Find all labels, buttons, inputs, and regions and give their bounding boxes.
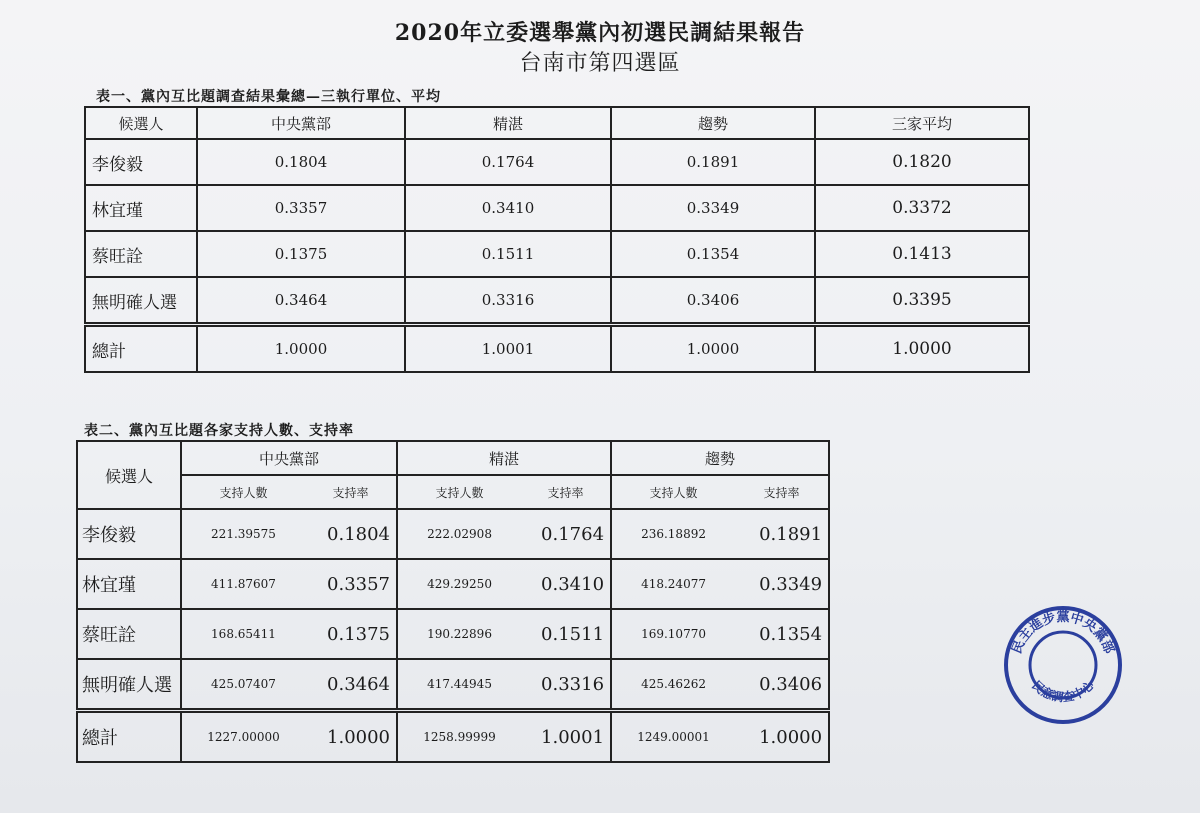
table-cell: 0.1804 [197, 139, 405, 185]
total-cell: 1.0000 [611, 325, 815, 373]
candidate-name: 李俊毅 [77, 509, 181, 559]
table2-sub-header: 支持率 [305, 475, 397, 509]
candidate-name: 李俊毅 [85, 139, 197, 185]
support-count: 190.22896 [397, 609, 521, 659]
table-cell: 0.3316 [405, 277, 611, 325]
table2-total-row [77, 711, 829, 763]
total-count: 1258.99999 [397, 711, 521, 763]
seal-outer-text: 民主進步黨中央黨部 [1009, 610, 1117, 656]
support-rate: 0.3316 [521, 659, 611, 711]
table-row [85, 185, 1029, 231]
average-cell: 0.1413 [815, 231, 1029, 277]
report-subtitle: 台南市第四選區 [519, 51, 681, 76]
table-row [77, 559, 829, 609]
support-rate: 0.3464 [305, 659, 397, 711]
svg-text:民意調查中心 [1029, 677, 1097, 705]
support-rate: 0.3357 [305, 559, 397, 609]
support-count: 429.29250 [397, 559, 521, 609]
seal-graphic [1002, 604, 1124, 726]
support-count: 417.44945 [397, 659, 521, 711]
total-cell: 1.0000 [815, 325, 1029, 373]
table-row [77, 509, 829, 559]
table1-header: 趨勢 [611, 107, 815, 139]
table1-header: 中央黨部 [197, 107, 405, 139]
table1-header-row [85, 107, 1029, 139]
table2-sub-header: 支持率 [521, 475, 611, 509]
support-rate: 0.1375 [305, 609, 397, 659]
official-seal [1002, 604, 1124, 726]
total-rate: 1.0000 [735, 711, 829, 763]
table1-caption: 表一、黨內互比題調查結果彙總—三執行單位、平均 [96, 89, 441, 105]
support-count: 221.39575 [181, 509, 305, 559]
support-count: 425.07407 [181, 659, 305, 711]
table-cell: 0.3349 [611, 185, 815, 231]
support-rate: 0.1511 [521, 609, 611, 659]
summary-table [84, 106, 1030, 373]
average-cell: 0.3372 [815, 185, 1029, 231]
table2-sub-header-row [77, 475, 829, 509]
table2-group-header-row [77, 441, 829, 475]
table2-group-header: 精湛 [397, 441, 611, 475]
candidate-name: 蔡旺詮 [77, 609, 181, 659]
support-count: 236.18892 [611, 509, 735, 559]
table1-header: 三家平均 [815, 107, 1029, 139]
table2-group-header: 趨勢 [611, 441, 829, 475]
table2-sub-header: 支持人數 [397, 475, 521, 509]
report-title: 2020年立委選舉黨內初選民調結果報告 [394, 20, 806, 46]
support-count: 411.87607 [181, 559, 305, 609]
candidate-name: 無明確人選 [77, 659, 181, 711]
support-rate: 0.3349 [735, 559, 829, 609]
candidate-name: 林宜瑾 [77, 559, 181, 609]
candidate-name: 無明確人選 [85, 277, 197, 325]
total-label: 總計 [85, 325, 197, 373]
support-count: 425.46262 [611, 659, 735, 711]
support-rate: 0.1804 [305, 509, 397, 559]
support-rate: 0.1354 [735, 609, 829, 659]
table-cell: 0.1891 [611, 139, 815, 185]
support-rate: 0.3410 [521, 559, 611, 609]
total-rate: 1.0000 [305, 711, 397, 763]
candidate-name: 林宜瑾 [85, 185, 197, 231]
support-table [76, 440, 830, 763]
table-cell: 0.1354 [611, 231, 815, 277]
table-cell: 0.1375 [197, 231, 405, 277]
total-cell: 1.0001 [405, 325, 611, 373]
table2-sub-header: 支持人數 [611, 475, 735, 509]
table2-group-header: 中央黨部 [181, 441, 397, 475]
support-count: 222.02908 [397, 509, 521, 559]
average-cell: 0.3395 [815, 277, 1029, 325]
table-row [85, 231, 1029, 277]
seal-inner-text: 民意調查中心 [1029, 678, 1097, 705]
total-cell: 1.0000 [197, 325, 405, 373]
table-row [85, 139, 1029, 185]
support-count: 169.10770 [611, 609, 735, 659]
table-cell: 0.3406 [611, 277, 815, 325]
table-cell: 0.1764 [405, 139, 611, 185]
support-rate: 0.1891 [735, 509, 829, 559]
table-row [85, 277, 1029, 325]
table2-candidate-header: 候選人 [77, 441, 181, 509]
table2-sub-header: 支持人數 [181, 475, 305, 509]
table1-header: 候選人 [85, 107, 197, 139]
support-rate: 0.3406 [735, 659, 829, 711]
table-cell: 0.3410 [405, 185, 611, 231]
table2-caption: 表二、黨內互比題各家支持人數、支持率 [84, 423, 354, 439]
support-count: 168.65411 [181, 609, 305, 659]
table1-total-row [85, 325, 1029, 373]
table-row [77, 609, 829, 659]
support-rate: 0.1764 [521, 509, 611, 559]
average-cell: 0.1820 [815, 139, 1029, 185]
candidate-name: 蔡旺詮 [85, 231, 197, 277]
table1-header: 精湛 [405, 107, 611, 139]
total-count: 1249.00001 [611, 711, 735, 763]
table-cell: 0.3464 [197, 277, 405, 325]
total-label: 總計 [77, 711, 181, 763]
table-row [77, 659, 829, 711]
total-rate: 1.0001 [521, 711, 611, 763]
table-cell: 0.1511 [405, 231, 611, 277]
table-cell: 0.3357 [197, 185, 405, 231]
support-count: 418.24077 [611, 559, 735, 609]
total-count: 1227.00000 [181, 711, 305, 763]
table2-sub-header: 支持率 [735, 475, 829, 509]
